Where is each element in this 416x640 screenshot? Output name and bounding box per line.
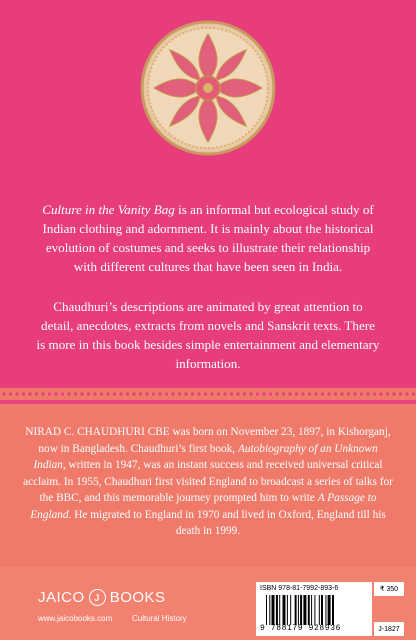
- book-category: Cultural History: [132, 614, 187, 623]
- bio-book-title-2: A Passage to England: [30, 492, 377, 521]
- publisher-logo: [38, 589, 166, 606]
- bio-text-1: NIRAD C. CHAUDHURI CBE was born on November 23, 1897, in Kishorganj, now in Bangladesh. Chaudhuri’s first book,: [25, 426, 391, 455]
- decorative-dot-band: [0, 388, 416, 400]
- blurb-paragraph-2: Chaudhuri’s descriptions are animated by great attention to detail, anecdotes, extracts from novels and Sanskrit texts. There is more in this book besides simple entertainment and elementary information.: [36, 299, 380, 371]
- bio-text-2: , written in 1947, was an instant success and received universal critical acclaim. In 1955, Chaudhuri first visited England to broadcast a series of talks for the BBC, and this memorable journey prompted him to write: [23, 459, 393, 504]
- publisher-mark-icon: J: [89, 589, 106, 606]
- publisher-name-left: JAICO: [38, 589, 85, 606]
- price-label: ₹ 350: [374, 582, 404, 596]
- author-bio: [22, 424, 394, 540]
- embroidered-medallion: [140, 20, 276, 156]
- publisher-name-right: BOOKS: [109, 589, 166, 606]
- barcode-icon: [266, 595, 364, 625]
- bio-book-title-1: Autobiography of an Unknown Indian: [33, 442, 378, 471]
- author-bio-panel: [0, 404, 416, 584]
- blurb-paragraph-1-text: is an informal but ecological study of Indian clothing and adornment. It is mainly about the historical evolution of costumes and seeks to illustrate their relationship with different cultures that have been seen in India.: [42, 202, 374, 274]
- bio-text-3: . He migrated to England in 1970 and lived in Oxford, England till his death in 1999.: [68, 508, 386, 537]
- barcode-digits: 9 788179 928936: [260, 624, 342, 633]
- book-title: Culture in the Vanity Bag: [42, 202, 175, 217]
- catalog-code: J-1827: [374, 622, 404, 636]
- isbn-barcode: [256, 582, 372, 636]
- isbn-number: ISBN 978-81-7992-893-6: [260, 585, 339, 592]
- blurb-paragraph-1: [36, 200, 380, 276]
- publisher-website: www.jaicobooks.com: [38, 614, 113, 623]
